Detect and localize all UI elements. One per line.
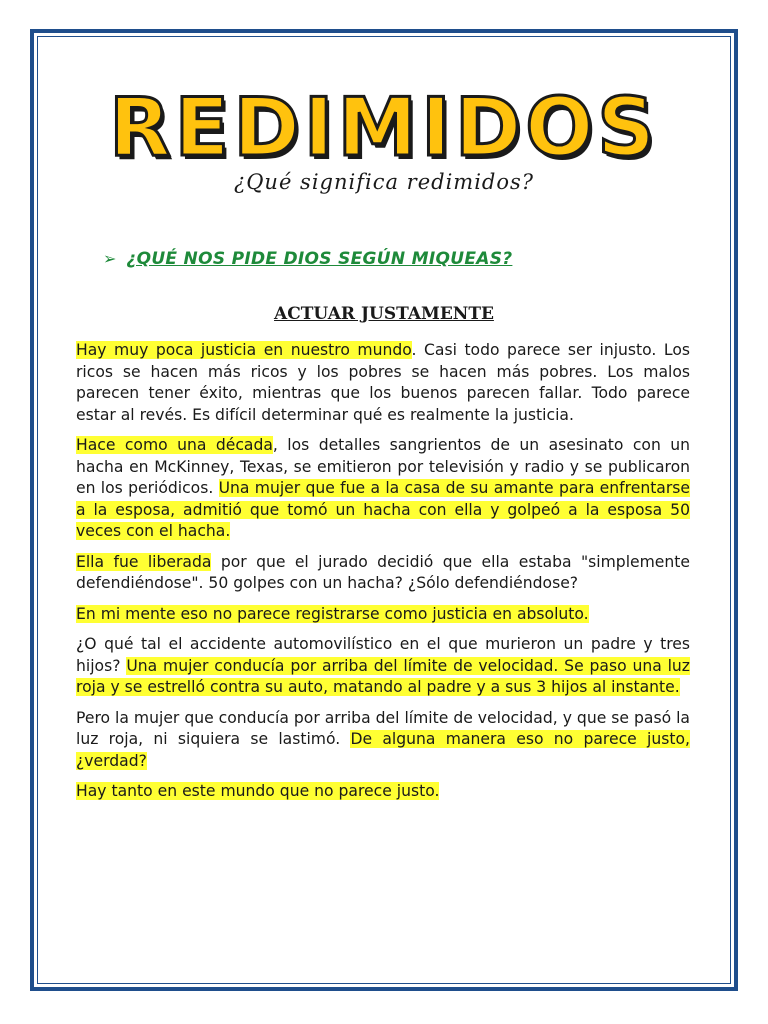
paragraph	[76, 435, 690, 543]
paragraph	[76, 340, 690, 426]
highlighted-text: Una mujer conducía por arriba del límite de velocidad. Se paso una luz roja y se estrelló contra su auto, matando al padre y a sus 3 hijos al instante.	[76, 656, 690, 696]
highlighted-text: Hay tanto en este mundo que no parece justo.	[76, 782, 440, 800]
page-title: REDIMIDOS	[109, 81, 659, 174]
highlighted-text: Ella fue liberada	[76, 552, 212, 571]
section-title: ACTUAR JUSTAMENTE	[274, 304, 494, 324]
paragraph	[76, 708, 690, 773]
highlighted-text: De alguna manera eso no parece justo, ¿verdad?	[76, 730, 690, 770]
highlighted-text: Hace como una década	[76, 436, 273, 454]
arrow-right-icon: ➢	[103, 251, 117, 268]
paragraph-text: Pero la mujer que conducía por arriba del límite de velocidad, y que se pasó la luz roja, ni siquiera se lastimó.	[76, 708, 690, 748]
paragraph-text: por que el jurado decidió que ella estaba "simplemente defendiéndose". 50 golpes con un hacha? ¿Sólo defendiéndose?	[76, 552, 690, 592]
page-subtitle: ¿Qué significa redimidos?	[233, 170, 535, 194]
paragraph	[76, 604, 690, 626]
paragraph-text: . Casi todo parece ser injusto. Los ricos se hacen más ricos y los pobres se hacen más pobres. Los malos parecen tener éxito, mientras que los buenos parecen fallar. Todo parece estar al revés. Es difícil determinar qué es realmente la justicia.	[76, 341, 690, 424]
body-text	[76, 340, 690, 812]
highlighted-text: En mi mente eso no parece registrarse como justicia en absoluto.	[76, 604, 589, 623]
paragraph-text: ¿O qué tal el accidente automovilístico en el que murieron un padre y tres hijos?	[76, 635, 690, 675]
paragraph	[76, 781, 690, 803]
highlighted-text: Hay muy poca justicia en nuestro mundo	[76, 341, 412, 359]
paragraph-text: , los detalles sangrientos de un asesinato con un hacha en McKinney, Texas, se emitieron por televisión y radio y se publicaron en los periódicos.	[76, 436, 690, 497]
paragraph	[76, 552, 690, 595]
question-text: ¿QUÉ NOS PIDE DIOS SEGÚN MIQUEAS?	[126, 249, 513, 269]
question-heading	[103, 249, 512, 269]
highlighted-text: Una mujer que fue a la casa de su amante para enfrentarse a la esposa, admitió que tomó un hacha con ella y golpeó a la esposa 50 veces con el hacha.	[76, 479, 690, 540]
paragraph	[76, 634, 690, 699]
